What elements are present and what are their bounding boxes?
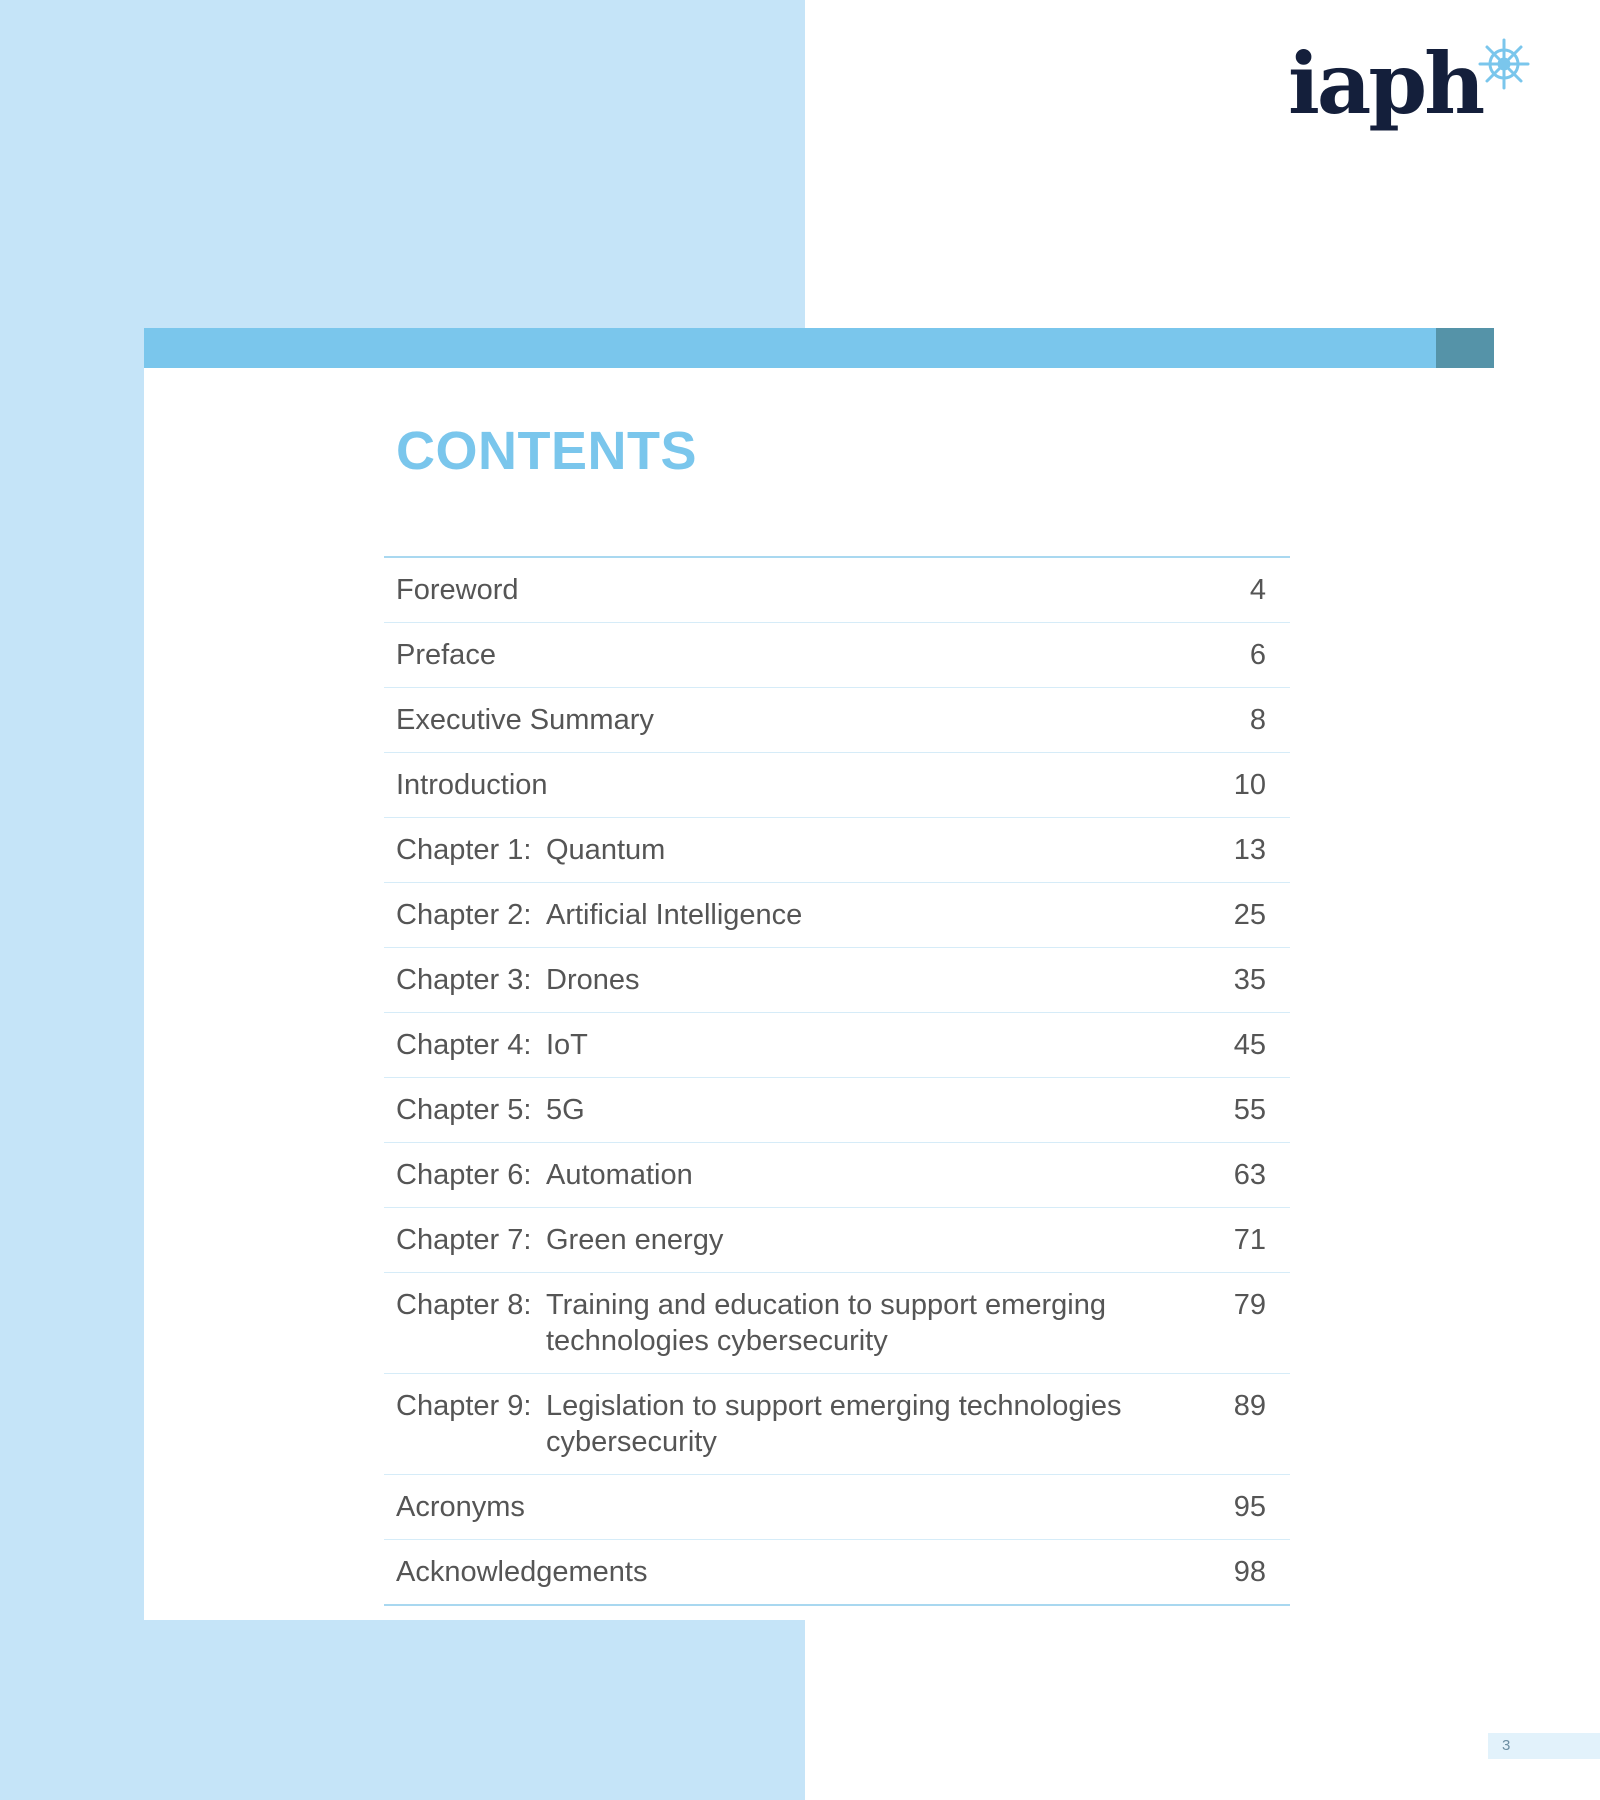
- background-block-top: [0, 0, 805, 330]
- toc-entry-title: Executive Summary: [396, 704, 654, 736]
- toc-entry-title: Acronyms: [396, 1491, 525, 1523]
- page-number: 3: [1488, 1733, 1600, 1759]
- toc-entry-title: Foreword: [396, 574, 519, 606]
- logo-wordmark: iaph: [1288, 34, 1483, 133]
- toc-entry[interactable]: [384, 948, 1290, 1013]
- iaph-logo: [1288, 34, 1530, 138]
- toc-entry[interactable]: [384, 558, 1290, 623]
- toc-entry-title: 5G: [546, 1094, 585, 1126]
- toc-entry[interactable]: [384, 623, 1290, 688]
- toc-entry[interactable]: [384, 1013, 1290, 1078]
- toc-entry-page-number: 13: [1233, 834, 1266, 866]
- toc-entry-title: Preface: [396, 639, 496, 671]
- accent-bar: [144, 328, 1436, 368]
- toc-entry-title: Legislation to support emerging technologies cybersecurity: [546, 1390, 1122, 1458]
- toc-entry[interactable]: [384, 1475, 1290, 1540]
- toc-entry-chapter-number: Chapter 3:: [396, 964, 532, 996]
- toc-entry-title: Automation: [546, 1159, 693, 1191]
- toc-entry-chapter-number: Chapter 9:: [396, 1390, 532, 1422]
- background-strip-left: [0, 330, 144, 1620]
- toc-entry[interactable]: [384, 1273, 1290, 1374]
- ship-wheel-icon: [1478, 38, 1530, 90]
- accent-square: [1436, 328, 1494, 368]
- toc-entry[interactable]: [384, 1143, 1290, 1208]
- toc-entry[interactable]: [384, 1208, 1290, 1273]
- toc-entry-title: Introduction: [396, 769, 548, 801]
- toc-entry-page-number: 6: [1249, 639, 1266, 671]
- toc-entry-chapter-number: Chapter 1:: [396, 834, 532, 866]
- toc-entry[interactable]: [384, 1374, 1290, 1475]
- toc-entry-page-number: 95: [1233, 1491, 1266, 1523]
- toc-entry[interactable]: [384, 818, 1290, 883]
- toc-entry-page-number: 35: [1233, 964, 1266, 996]
- toc-entry-page-number: 8: [1249, 704, 1266, 736]
- toc-entry[interactable]: [384, 883, 1290, 948]
- toc-entry-page-number: 45: [1233, 1029, 1266, 1061]
- toc-entry-page-number: 79: [1233, 1289, 1266, 1321]
- background-block-bottom: [0, 1620, 805, 1800]
- toc-entry-title: Artificial Intelligence: [546, 899, 803, 931]
- toc-entry-title: IoT: [546, 1029, 588, 1061]
- toc-entry[interactable]: [384, 1078, 1290, 1143]
- toc-entry[interactable]: [384, 753, 1290, 818]
- toc-entry-title: Drones: [546, 964, 640, 996]
- toc-entry-chapter-number: Chapter 6:: [396, 1159, 532, 1191]
- toc-entry-page-number: 55: [1233, 1094, 1266, 1126]
- toc-list: [384, 556, 1290, 1606]
- toc-entry-page-number: 98: [1233, 1556, 1266, 1588]
- toc-entry-title: Acknowledgements: [396, 1556, 648, 1588]
- toc-entry-chapter-number: Chapter 2:: [396, 899, 532, 931]
- toc-entry[interactable]: [384, 688, 1290, 753]
- toc-entry-title: Green energy: [546, 1224, 724, 1256]
- toc-entry-page-number: 63: [1233, 1159, 1266, 1191]
- toc-entry-chapter-number: Chapter 8:: [396, 1289, 532, 1321]
- toc-entry-page-number: 71: [1233, 1224, 1266, 1256]
- toc-entry-page-number: 10: [1233, 769, 1266, 801]
- toc-entry[interactable]: [384, 1540, 1290, 1604]
- toc-entry-title: Training and education to support emerging technologies cybersecurity: [546, 1289, 1106, 1357]
- toc-entry-page-number: 25: [1233, 899, 1266, 931]
- toc-entry-chapter-number: Chapter 5:: [396, 1094, 532, 1126]
- toc-entry-chapter-number: Chapter 7:: [396, 1224, 532, 1256]
- toc-entry-page-number: 89: [1233, 1390, 1266, 1422]
- toc-entry-chapter-number: Chapter 4:: [396, 1029, 532, 1061]
- toc-entry-title: Quantum: [546, 834, 666, 866]
- page-title: CONTENTS: [396, 421, 697, 481]
- toc-entry-page-number: 4: [1249, 574, 1266, 606]
